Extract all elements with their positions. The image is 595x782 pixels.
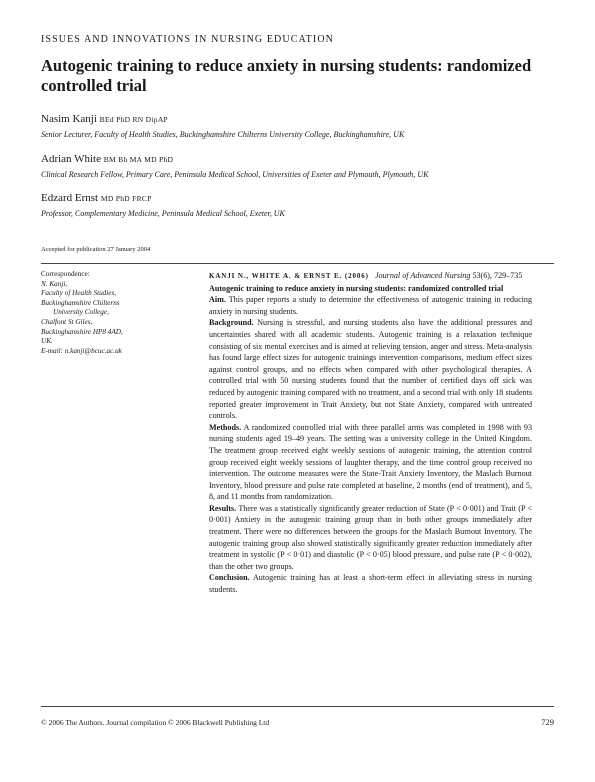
- author-name: Edzard Ernst: [41, 192, 99, 204]
- author-3: [41, 191, 571, 220]
- correspondence-label: Correspondence:: [41, 270, 90, 278]
- author-degrees: MD PhD FRCP: [100, 194, 152, 203]
- correspondence-line: Chalfont St Giles,: [41, 317, 93, 326]
- author-affiliation: Senior Lecturer, Faculty of Health Studies, Buckinghamshire Chilterns University College, Buckinghamshire, UK: [41, 130, 405, 139]
- author-affiliation: Professor, Complementary Medicine, Peninsula Medical School, Exeter, UK: [41, 209, 285, 218]
- citation-authors: KANJI N., WHITE A. & ERNST E. (2006): [209, 272, 369, 280]
- correspondence-line: Faculty of Health Studies,: [41, 289, 117, 298]
- citation-journal: Journal of Advanced Nursing: [375, 271, 471, 280]
- methods-label: Methods.: [209, 422, 242, 432]
- author-degrees: BEd PhD RN DipAP: [99, 115, 169, 124]
- correspondence-line: Buckinghamshire Chilterns: [41, 298, 120, 307]
- top-divider: [41, 263, 554, 264]
- abstract-results: [209, 503, 532, 573]
- abstract-title: Autogenic training to reduce anxiety in nursing students: randomized controlled trial: [209, 283, 504, 293]
- author-name: Adrian White: [41, 153, 101, 165]
- footer-divider: [41, 706, 554, 707]
- correspondence-email: E-mail: n.kanji@bcuc.ac.uk: [41, 346, 122, 355]
- background-label: Background.: [209, 318, 254, 328]
- accepted-date: Accepted for publication 27 January 2004: [41, 246, 151, 253]
- author-name: Nasim Kanji: [41, 113, 97, 125]
- abstract-background: [209, 317, 532, 421]
- citation-volume: 53(6),: [472, 271, 492, 280]
- abstract: [209, 270, 532, 596]
- aim-text: This paper reports a study to determine the effectiveness of autogenic training in reducing anxiety in nursing students.: [209, 295, 532, 316]
- citation-pages: 729–735: [494, 271, 523, 280]
- results-text: There was a statistically significantly greater reduction of State (P < 0·001) and Trait (P < 0·001) Anxiety in the autogenic training group than in both other groups immediately after treatment. There were no differences between the groups for the Maslach Burnout Inventory. The autogenic training group also showed statistically significantly greater reduction immediately after treatment in systolic (P < 0·01) and diastolic (P < 0·05) blood pressure, and pulse rate (P < 0·002), than the other two groups.: [209, 503, 532, 571]
- copyright-notice: © 2006 The Authors. Journal compilation © 2006 Blackwell Publishing Ltd: [41, 718, 270, 727]
- conclusion-text: Autogenic training has at least a short-term effect in alleviating stress in nursing students.: [209, 573, 532, 595]
- correspondence-block: [41, 270, 181, 356]
- citation: [209, 270, 532, 283]
- correspondence-line: Buckinghamshire HP8 4AD,: [41, 327, 123, 336]
- conclusion-label: Conclusion.: [209, 573, 250, 583]
- author-affiliation: Clinical Research Fellow, Primary Care, Peninsula Medical School, Universities of Exeter and Plymouth, Plymouth, UK: [41, 170, 429, 179]
- methods-text: A randomized controlled trial with three parallel arms was completed in 1998 with 93 nursing students aged 19–49 years. The setting was a university college in the United Kingdom. The treatment group received eight weekly sessions of autogenic training, the attention control group received eight weekly sessions of laughter therapy, and the time control group received no intervention. The outcome measures were the State-Trait Anxiety Inventory, the Maslach Burnout Inventory, blood pressure and pulse rate completed at baseline, 2 months (end of treatment), and 5, 8, and 11 months from randomization.: [209, 422, 532, 502]
- author-degrees: BM Bh MA MD PhD: [103, 155, 174, 164]
- correspondence-line: University College,: [53, 308, 109, 317]
- article-title: Autogenic training to reduce anxiety in nursing students: randomized controlled trial: [41, 56, 532, 95]
- abstract-conclusion: [209, 572, 532, 595]
- author-2: [41, 152, 571, 181]
- correspondence-line: UK.: [41, 337, 53, 346]
- abstract-aim: [209, 294, 532, 317]
- background-text: Nursing is stressful, and nursing students also have the additional pressures and uncertainties shared with all academic students. Autogenic training is a relaxation technique consisting of six mental exercises and is aimed at relieving tension, anger and stress. Meta-analysis has found large effect sizes for autogenic trainings intervention comparisons, medium effect sizes against control groups, and no effects when compared with other psychological therapies. A controlled trial with 50 nursing students found that the number of certified days off sick was reduced by autogenic training compared with no treatment, and a second trial with only 18 students reported greater improvement in Trait Anxiety, but not State Anxiety, compared with untreated controls.: [209, 318, 532, 421]
- results-label: Results.: [209, 503, 237, 513]
- abstract-methods: [209, 422, 532, 503]
- page-number: 729: [541, 717, 554, 727]
- author-1: [41, 112, 571, 141]
- section-label: ISSUES AND INNOVATIONS IN NURSING EDUCATION: [41, 34, 334, 45]
- aim-label: Aim.: [209, 295, 226, 305]
- correspondence-line: N. Kanji,: [41, 279, 68, 288]
